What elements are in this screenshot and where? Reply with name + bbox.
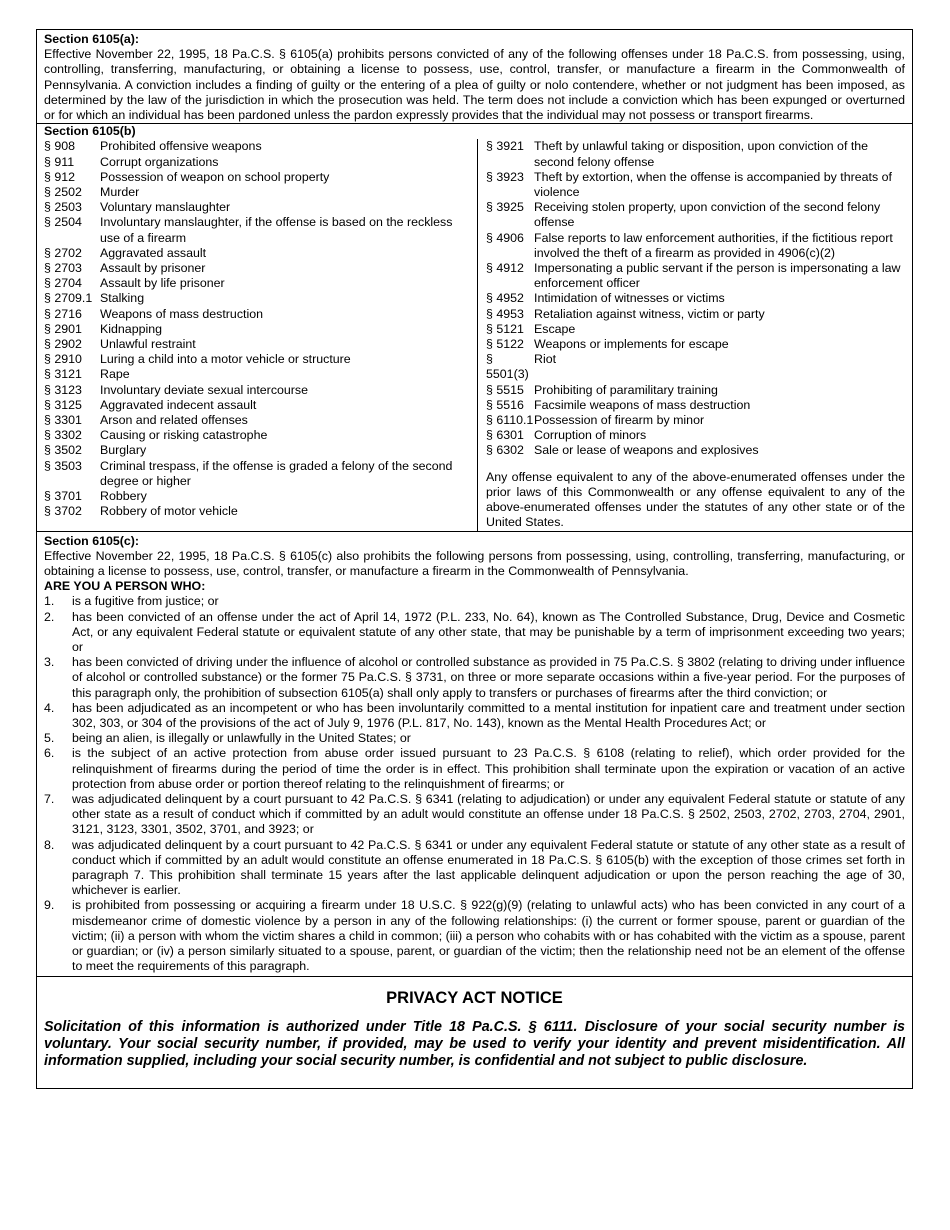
offense-description: Assault by prisoner [100,261,206,276]
offense-description: Prohibiting of paramilitary training [534,382,718,397]
list-item-number: 3. [44,655,55,670]
offense-code: § 5122 [486,337,524,352]
offense-item [486,261,905,291]
list-item-text: has been convicted of an offense under the act of April 14, 1972 (P.L. 233, No. 64), known as The Controlled Substance, Drug, Device and Cosmetic Act, or any equivalent Federal statute or equivalent statute of any other state, that may be punishable by a term of imprisonment exceeding two years; or [72,609,905,654]
offense-description: Escape [534,321,576,336]
offense-code: § 912 [44,169,76,184]
offense-description: Murder [100,185,140,200]
offense-code: § 4906 [486,230,524,245]
list-item [44,792,905,838]
list-item [44,731,905,746]
offense-code: § 2702 [44,245,82,260]
list-item-number: 6. [44,746,55,761]
offense-description: Luring a child into a motor vehicle or structure [100,352,351,367]
offense-description: Theft by unlawful taking or disposition, upon conviction of the second felony offense [534,139,869,169]
offense-item [44,398,470,413]
offense-code: § 3125 [44,397,82,412]
list-item [44,838,905,899]
offense-item [44,367,470,382]
list-item-number: 2. [44,609,55,624]
offense-item [44,428,470,443]
list-item-number: 1. [44,594,55,609]
offense-item [44,337,470,352]
section-6105a [37,30,912,123]
offense-description: Riot [534,352,557,367]
offense-item [486,200,905,230]
list-item-number: 4. [44,700,55,715]
offense-code: § 3701 [44,489,82,504]
question-heading: ARE YOU A PERSON WHO: [44,579,206,594]
offense-item [486,428,905,443]
offense-description: Kidnapping [100,321,163,336]
offense-code: § 908 [44,139,76,154]
offense-description: Theft by extortion, when the offense is accompanied by threats of violence [534,169,892,200]
offense-item [44,139,470,154]
list-item-text: being an alien, is illegally or unlawfully in the United States; or [72,731,411,746]
offense-description: Robbery of motor vehicle [100,504,238,519]
offense-description: Involuntary manslaughter, if the offense is based on the reckless use of a firearm [100,215,453,245]
offense-description: Aggravated indecent assault [100,397,257,412]
offense-description: Intimidation of witnesses or victims [534,291,725,306]
privacy-text: Solicitation of this information is authorized under Title 18 Pa.C.S. § 6111. Disclosure of your social security number is voluntary. Your social security number, if provided, may be used to verify your identity and prevent misidentification. All information supplied, including your social security number, is confidential and not subject to public disclosure. [44,1018,905,1069]
offense-code: § 2709.1 [44,291,93,306]
offense-description: Corruption of minors [534,428,647,443]
list-item [44,898,905,974]
offense-description: Prohibited offensive weapons [100,139,262,154]
offense-item [486,291,905,306]
privacy-title: PRIVACY ACT NOTICE [386,989,563,1008]
offense-code: § 3925 [486,200,524,215]
offense-code: § 5516 [486,397,524,412]
offense-description: Aggravated assault [100,245,207,260]
offense-item [44,489,470,504]
offense-code: § 2901 [44,321,82,336]
offense-code: § 5121 [486,321,524,336]
offense-item [44,322,470,337]
offense-code: § 2910 [44,352,82,367]
offense-code: § 5515 [486,382,524,397]
offense-item [486,337,905,352]
list-item [44,655,905,701]
offense-list-right [478,139,912,530]
document-frame [36,29,913,1089]
offense-description: Involuntary deviate sexual intercourse [100,382,309,397]
offense-description: Possession of weapon on school property [100,169,330,184]
offense-description: Sale or lease of weapons and explosives [534,443,759,458]
offense-description: Causing or risking catastrophe [100,428,268,443]
offense-item [486,413,905,428]
offense-item [486,170,905,200]
offense-description: Weapons or implements for escape [534,337,729,352]
list-item [44,610,905,656]
list-item [44,746,905,792]
offense-item [44,170,470,185]
offense-code: § 5501(3) [486,352,529,382]
offense-code: § 2704 [44,276,82,291]
offense-item [44,200,470,215]
offense-code: § 3702 [44,504,82,519]
offense-code: § 4912 [486,261,524,276]
section-6105c [37,532,912,975]
offense-code: § 3123 [44,382,82,397]
list-item-text: has been adjudicated as an incompetent or who has been involuntarily committed to a mental institution for inpatient care and treatment under section 302, 303, or 304 of the provisions of the act of July 9, 1976 (P.L. 817, No. 143), known as the Mental Health Procedures Act; or [72,700,905,730]
offense-item [44,307,470,322]
offense-code: § 3923 [486,169,524,184]
offense-item [44,261,470,276]
offense-item [44,459,470,489]
offense-item [486,307,905,322]
offense-code: § 4953 [486,306,524,321]
equivalent-offenses-note: Any offense equivalent to any of the above-enumerated offenses under the prior laws of this Commonwealth or any offense equivalent to any of the above-enumerated offenses under the statutes of any other state or of the United States. [486,469,905,530]
offense-description: Retaliation against witness, victim or party [534,306,765,321]
list-item [44,594,905,609]
offense-description: Assault by life prisoner [100,276,225,291]
offense-item [44,291,470,306]
offense-code: § 2503 [44,200,82,215]
offense-description: Arson and related offenses [100,413,248,428]
offense-description: Receiving stolen property, upon conviction of the second felony offense [534,200,881,230]
offense-code: § 4952 [486,291,524,306]
offense-description: Robbery [100,489,147,504]
offense-code: § 6110.1 [486,413,534,428]
offense-code: § 911 [44,154,75,169]
offense-code: § 6301 [486,428,524,443]
offense-code: § 3921 [486,139,524,154]
offense-item [486,383,905,398]
offense-item [44,276,470,291]
offense-description: Criminal trespass, if the offense is graded a felony of the second degree or higher [100,458,453,488]
offense-code: § 2703 [44,261,82,276]
offense-code: § 3503 [44,458,82,473]
offense-code: § 3302 [44,428,82,443]
offense-description: Burglary [100,443,147,458]
section-6105c-text: Effective November 22, 1995, 18 Pa.C.S. § 6105(c) also prohibits the following persons from possessing, using, controlling, transferring, manufacturing, or obtaining a license to possess, use, control, transfer, or manufacture a firearm in the Commonwealth of Pennsylvania. [44,548,905,578]
list-item-number: 9. [44,898,55,913]
list-item-number: 7. [44,791,55,806]
offense-item [44,215,470,245]
privacy-act-notice [37,977,912,1088]
offense-code: § 2902 [44,337,82,352]
offense-description: Possession of firearm by minor [534,413,705,428]
offense-description: Voluntary manslaughter [100,200,231,215]
offense-description: Stalking [100,291,145,306]
section-6105c-heading: Section 6105(c): [44,533,140,548]
list-item-text: was adjudicated delinquent by a court pursuant to 42 Pa.C.S. § 6341 (relating to adjudication) or under any equivalent Federal statute or statute of any other state as a result of conduct which if committed by an adult would constitute an offense under 18 Pa.C.S. § 2502, 2503, 2702, 2703, 2704, 2901, 3121, 3123, 3301, 3502, 3701, and 3923; or [72,791,905,837]
list-item-text: is the subject of an active protection from abuse order issued pursuant to 23 Pa.C.S. § 6108 (relating to relief), which order provided for the relinquishment of firearms during the period of time the order is in effect. This prohibition shall terminate upon the expiration or vacation of an active protection from abuse order or portion thereof relating to the relinquishment of firearms; or [72,746,905,791]
offense-code: § 6302 [486,443,524,458]
section-6105a-text: Effective November 22, 1995, 18 Pa.C.S. § 6105(a) prohibits persons convicted of any of the following offenses under 18 Pa.C.S. from possessing, using, controlling, transferring, manufacturing, or obtaining a license to possess, use, control, transfer, or manufacture a firearm in the Commonwealth of Pennsylvania. A conviction includes a finding of guilty or the entering of a plea of guilty or nolo contendere, whether or not judgment has been imposed, as determined by the law of the jurisdiction in which the prosecution was held. The term does not include a conviction which has been expunged or overturned or for which an individual has been pardoned unless the pardon expressly provides that the individual may not possess or transport firearms. [44,47,905,123]
offense-item [486,443,905,458]
offense-item [44,246,470,261]
offense-item [44,443,470,458]
offense-description: Unlawful restraint [100,337,196,352]
offense-description: False reports to law enforcement authorities, if the fictitious report involved the theft of a firearm as provided in 4906(c)(2) [534,230,893,260]
offense-columns [37,139,912,530]
offense-code: § 2716 [44,306,82,321]
offense-item [486,398,905,413]
offense-item [44,352,470,367]
offense-code: § 3121 [44,367,82,382]
offense-item [486,352,905,382]
offense-description: Rape [100,367,130,382]
offense-code: § 3502 [44,443,82,458]
offense-item [486,139,905,169]
offense-list-left [37,139,478,530]
offense-item [486,231,905,261]
offense-code: § 2502 [44,185,82,200]
prohibited-persons-list [44,594,905,974]
offense-code: § 3301 [44,413,82,428]
offense-item [44,504,470,519]
list-item-text: is a fugitive from justice; or [72,594,219,609]
offense-description: Corrupt organizations [100,154,219,169]
list-item-text: was adjudicated delinquent by a court pursuant to 42 Pa.C.S. § 6341 or under any equivalent Federal statute or statute of any other state as a result of conduct which if committed by an adult would constitute an offense enumerated in 18 Pa.C.S. § 6105(b) with the exception of those crimes set forth in paragraph 7. This prohibition shall terminate 15 years after the last applicable delinquent adjudication or upon the person reaching the age of 30, whichever is earlier. [72,837,905,898]
list-item [44,701,905,731]
offense-description: Impersonating a public servant if the person is impersonating a law enforcement officer [534,261,901,291]
offense-description: Weapons of mass destruction [100,306,263,321]
offense-item [486,322,905,337]
offense-description: Facsimile weapons of mass destruction [534,397,751,412]
list-item-text: has been convicted of driving under the influence of alcohol or controlled substance as provided in 75 Pa.C.S. § 3802 (relating to driving under influence of alcohol or controlled substance) or the former 75 Pa.C.S. § 3731, on three or more separate occasions within a five-year period. For the purposes of this paragraph only, the prohibition of subsection 6105(a) shall only apply to transfers or purchases of firearms after the third conviction; or [72,655,905,700]
section-6105b [37,124,912,530]
offense-item [44,185,470,200]
list-item-text: is prohibited from possessing or acquiring a firearm under 18 U.S.C. § 922(g)(9) (relating to unlawful acts) who has been convicted in any court of a misdemeanor crime of domestic violence by a person in any of the following relationships: (i) the current or former spouse, parent or guardian of the victim; (ii) a person with whom the victim shares a child in common; (iii) a person who cohabits with or has cohabited with the victim as a spouse, parent or guardian; or (iv) a person similarly situated to a spouse, parent, or guardian of the victim; then the relationship need not be an element of the offense to meet the requirements of this paragraph. [72,898,905,974]
offense-item [44,155,470,170]
offense-item [44,383,470,398]
offense-item [44,413,470,428]
section-6105a-heading: Section 6105(a): [44,32,140,46]
offense-code: § 2504 [44,215,82,230]
section-6105b-heading: Section 6105(b) [44,124,136,139]
list-item-number: 5. [44,731,55,746]
list-item-number: 8. [44,837,55,852]
